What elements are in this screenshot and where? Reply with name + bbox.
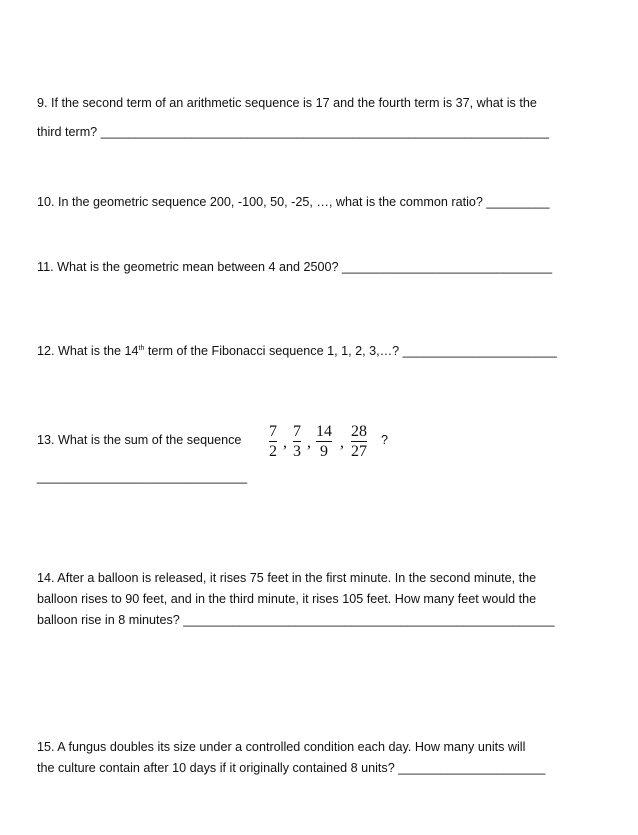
question-15-line-2: the culture contain after 10 days if it originally contained 8 units? _____________________: [37, 761, 546, 775]
question-14-line-1: 14. After a balloon is released, it rises 75 feet in the first minute. In the second minute, the: [37, 571, 537, 585]
comma-1: ,: [283, 434, 287, 451]
question-9-line-2: third term? ________________________________________________________________: [37, 125, 549, 139]
fraction-2-bar: [293, 441, 301, 442]
fraction-1-bar: [269, 441, 277, 442]
question-12-text-end: term of the Fibonacci sequence 1, 1, 2, 3,…? ______________________: [144, 344, 557, 358]
comma-3: ,: [340, 434, 344, 451]
question-14-line-2: balloon rises to 90 feet, and in the third minute, it rises 105 feet. How many feet would the: [37, 592, 537, 606]
fraction-2-numerator: 7: [293, 423, 301, 440]
fraction-1-numerator: 7: [269, 423, 277, 440]
question-11: 11. What is the geometric mean between 4 and 2500? ______________________________: [37, 260, 553, 274]
fraction-4: [351, 423, 367, 460]
fraction-3: [316, 423, 332, 460]
fraction-2-denominator: 3: [293, 443, 301, 460]
question-13-question-mark: ?: [381, 433, 389, 447]
question-14: [37, 568, 603, 631]
fraction-3-bar: [316, 441, 332, 442]
fraction-1: [269, 423, 277, 460]
fraction-3-denominator: 9: [320, 443, 328, 460]
fraction-4-bar: [351, 441, 367, 442]
question-13-answer-line: ______________________________: [37, 470, 248, 484]
question-14-line-3: balloon rise in 8 minutes? _____________________________________________________: [37, 613, 555, 627]
question-12-text-start: 12. What is the 14: [37, 344, 139, 358]
fraction-2: [293, 423, 301, 460]
comma-2: ,: [307, 434, 311, 451]
fraction-1-denominator: 2: [269, 443, 277, 460]
question-9: [37, 93, 603, 143]
question-15-line-1: 15. A fungus doubles its size under a controlled condition each day. How many units will: [37, 740, 526, 754]
question-10: 10. In the geometric sequence 200, -100, 50, -25, …, what is the common ratio? _________: [37, 195, 550, 209]
fraction-3-numerator: 14: [316, 423, 332, 440]
fraction-4-numerator: 28: [351, 423, 367, 440]
question-12: [37, 341, 603, 362]
question-13-text: 13. What is the sum of the sequence: [37, 433, 242, 447]
question-9-line-1: 9. If the second term of an arithmetic sequence is 17 and the fourth term is 37, what is the: [37, 96, 537, 110]
question-15: [37, 737, 603, 779]
fraction-4-denominator: 27: [351, 443, 367, 460]
ordinal-superscript: th: [138, 344, 145, 352]
